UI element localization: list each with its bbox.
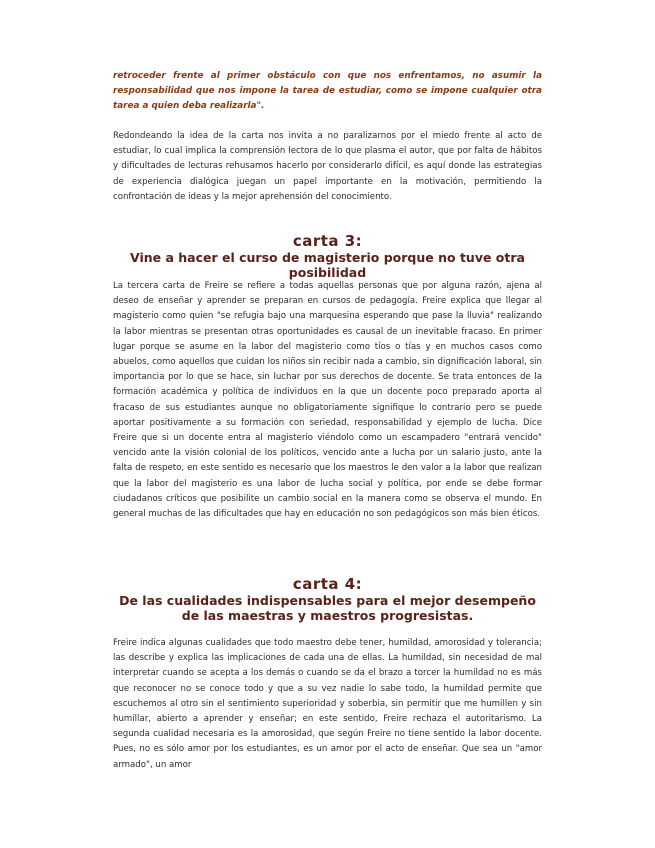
closing-quote: retroceder frente al primer obstáculo con que nos enfrentamos, no asumir la responsabilidad que nos impone la tarea de estudiar, como se impone cualquier otra tarea a quien deba realizarla". bbox=[113, 71, 542, 111]
carta3-heading bbox=[100, 233, 555, 280]
carta4-body: Freire indica algunas cualidades que todo maestro debe tener, humildad, amorosidad y tolerancia; las describe y explica las implicaciones de cada una de ellas. La humildad, sin necesidad de mal interpretar cuando se acepta a los demás o cuando se da el brazo a torcer la humildad no es más que reconocer no se conoce todo y que a su vez nadie lo sabe todo, la humildad permite que escuchemos al otro sin el sentimiento superioridad y soberbia, sin permitir que me humillen y sin humillar, abierto a aprender y enseñar; en este sentido, Freire rechaza el autoritarismo. La segunda cualidad necesaria es la amorosidad, que según Freire no tiene sentido la labor docente. Pues, no es sólo amor por los estudiantes, es un amor por el acto de enseñar. Que sea un "amor armado", un amor bbox=[113, 638, 542, 770]
intro-paragraph: Redondeando la idea de la carta nos invita a no paralizarnos por el miedo frente al acto de estudiar, lo cual implica la comprensión lectora de lo que plasma el autor, que por falta de hábitos y dificultades de lecturas rehusamos hacerlo por considerarlo difícil, es aquí donde las estrategias de experiencia dialógica juegan un papel importante en la motivación, permitiendo la confrontación de ideas y la mejor aprehensión del conocimiento. bbox=[113, 131, 542, 202]
carta3-body: La tercera carta de Freire se refiere a todas aquellas personas que por alguna razón, ajena al deseo de enseñar y aprender se preparan en cursos de pedagogía. Freire explica que llegar al magisterio como quien "se refugia bajo una marquesina esperando que pase la lluvia" realizando la labor mientras se presentan otras oportunidades es causal de un inevitable fracaso. En primer lugar porque se asume en la labor del magisterio como tíos o tías y en muchos casos como abuelos, como aquellos que cuidan los niños sin recibir nada a cambio, sin dignificación laboral, sin importancia por lo que se hace, sin luchar por sus derechos de docente. Se trata entonces de la formación académica y política de individuos en la que un docente poco preparado aporta al fracaso de sus estudiantes aunque no obligatoriamente signifique lo contrario pero se puede aportar positivamente a su formación con seriedad, responsabilidad y ejemplo de lucha. Dice Freire que si un docente entra al magisterio viéndolo como un escampadero "entrará vencido" vencido ante la visión colonial de los políticos, vencido ante a lucha por un salario justo, ante la falta de respeto, en este sentido es necesario que los maestros le den valor a la labor que realizan que la labor del magisterio es una labor de lucha social y política, por ende se debe formar ciudadanos críticos que posibilite un cambio social en la manera como se observa el mundo. En general muchas de las dificultades que hay en educación no son pedagógicos son más bien éticos. bbox=[113, 281, 542, 520]
carta4-subtitle: De las cualidades indispensables para el mejor desempeño de las maestras y maestros progresistas. bbox=[119, 593, 536, 623]
carta4-number: carta 4: bbox=[292, 575, 363, 593]
carta4-heading bbox=[100, 576, 555, 623]
carta3-number: carta 3: bbox=[292, 232, 363, 250]
carta3-subtitle: Vine a hacer el curso de magisterio porque no tuve otra posibilidad bbox=[130, 250, 525, 280]
